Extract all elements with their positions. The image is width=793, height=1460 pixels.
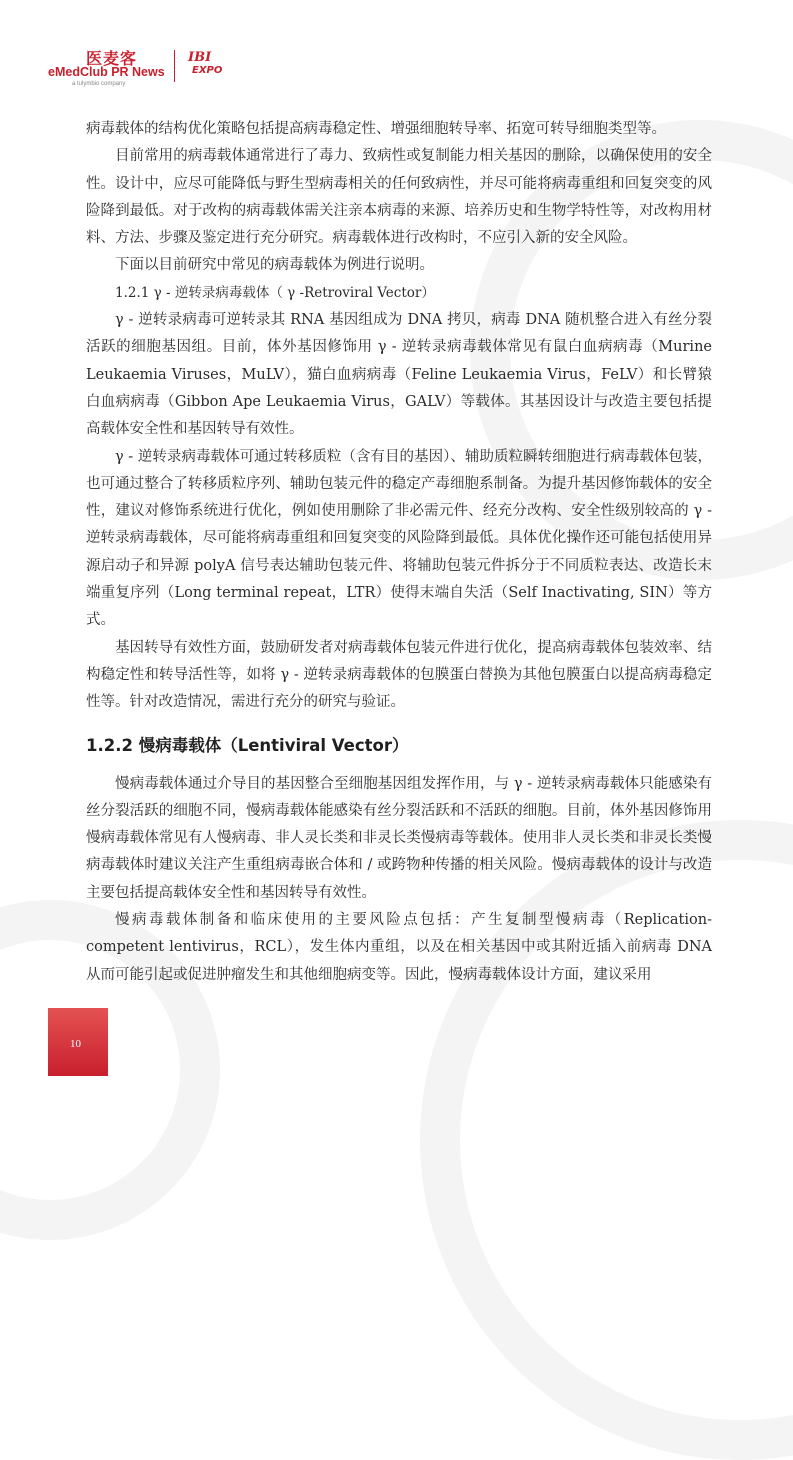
paragraph: 慢病毒载体通过介导目的基因整合至细胞基因组发挥作用，与 γ - 逆转录病毒载体只能感染有丝分裂活跃的细胞不同，慢病毒载体能感染有丝分裂活跃和不活跃的细胞。目前，体外基因修饰用慢病毒载体常见有人慢病毒、非人灵长类和非灵长类慢病毒等载体。使用非人灵长类和非灵长类慢病毒载体时建议关注产生重组病毒嵌合体和 / 或跨物种传播的相关风险。慢病毒载体的设计与改造主要包括提高载体安全性和基因转导有效性。 [86,775,712,901]
ibi-logo-text: IBI [188,50,212,65]
section-heading: 1.2.2 慢病毒载体（Lentiviral Vector） [86,735,409,755]
paragraph: γ - 逆转录病毒载体可通过转移质粒（含有目的基因）、辅助质粒瞬转细胞进行病毒载体包装，也可通过整合了转移质粒序列、辅助包装元件的稳定产毒细胞系制备。为提升基因修饰载体的安全性，建议对修饰系统进行优化，例如使用删除了非必需元件、经充分改构、安全性级别较高的 γ - 逆转录病毒载体，尽可能将病毒重组和回复突变的风险降到最低。具体优化操作还可能包括使用异源启动子和异源 polyA 信号表达辅助包装元件、将辅助包装元件拆分于不同质粒表达、改造长末端重复序列（Long terminal repeat，LTR）使得末端自失活（Self Inactivating, SIN）等方式。 [86,448,712,629]
paragraph: 病毒载体的结构优化策略包括提高病毒稳定性、增强细胞转导率、拓宽可转导细胞类型等。 [86,121,666,137]
expo-logo-text: EXPO [192,65,223,76]
logo-brand-cn: 医麦客 [86,49,138,68]
page-number: 10 [70,1038,81,1050]
document-body [86,116,712,989]
paragraph: 目前常用的病毒载体通常进行了毒力、致病性或复制能力相关基因的删除，以确保使用的安全性。设计中，应尽可能降低与野生型病毒相关的任何致病性，并尽可能将病毒重组和回复突变的风险降到最低。对于改构的病毒载体需关注亲本病毒的来源、培养历史和生物学特性等，对改构用材料、方法、步骤及鉴定进行充分研究。病毒载体进行改构时，不应引入新的安全风险。 [86,148,712,247]
page-number-tab [48,1008,108,1076]
subsection-heading: 1.2.1 γ - 逆转录病毒载体（ γ -Retroviral Vector） [115,284,435,301]
ibi-expo-logo [186,50,232,84]
paragraph: γ - 逆转录病毒可逆转录其 RNA 基因组成为 DNA 拷贝，病毒 DNA 随机整合进入有丝分裂活跃的细胞基因组。目前，体外基因修饰用 γ - 逆转录病毒载体常见有鼠白血病病毒（Murine Leukaemia Viruses，MuLV），猫白血病病毒（Feline Leukaemia Virus，FeLV）和长臂猿白血病病毒（Gibbon Ape Leukaemia Virus，GALV）等载体。其基因设计与改造主要包括提高载体安全性和基因转导有效性。 [86,312,712,438]
paragraph: 下面以目前研究中常见的病毒载体为例进行说明。 [115,257,434,274]
logo-divider [174,50,175,82]
paragraph: 慢病毒载体制备和临床使用的主要风险点包括：产生复制型慢病毒（Replication-competent lentivirus，RCL），发生体内重组，以及在相关基因中或其附近插入前病毒 DNA 从而可能引起或促进肿瘤发生和其他细胞病变等。因此，慢病毒载体设计方面，建议采用 [86,912,712,983]
logo-brand-en: eMedClub PR News [48,65,165,79]
paragraph: 基因转导有效性方面，鼓励研发者对病毒载体包装元件进行优化，提高病毒载体包装效率、结构稳定性和转导活性等，如将 γ - 逆转录病毒载体的包膜蛋白替换为其他包膜蛋白以提高病毒稳定性等。针对改造情况，需进行充分的研究与验证。 [86,639,712,711]
logo-brand-sub: a tulymbio company [72,81,126,87]
